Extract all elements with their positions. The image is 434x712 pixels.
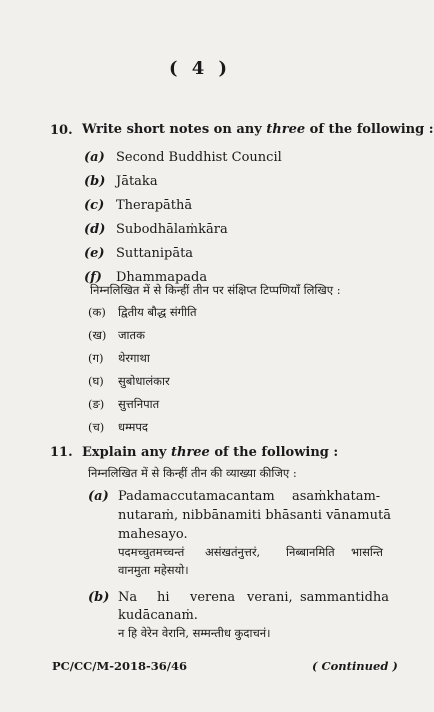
q10-option-text: Suttanipāta [116,246,194,261]
q10-hindi-option [88,305,197,320]
q10-option-text: Jātaka [116,174,158,189]
footer-continued: ( Continued ) [312,659,398,673]
q11a-line1-left: Padamaccutamacantam [118,489,275,504]
page-number: ( 4 ) [168,58,232,79]
q10-option-label: (e) [84,246,105,261]
q10-hindi-option-text: सुत्तनिपात [118,397,160,411]
q11b-word-2: hi [157,590,170,605]
question-10-hindi-instruction: निम्नलिखित में से किन्हीं तीन पर संक्षिप्त टिप्पणियाँ लिखिए : [90,283,341,297]
footer-code: PC/CC/M-2018-36/46 [52,659,187,673]
q11b-word-5: sammantidha [300,590,390,605]
q11b-word-3: verena [190,590,236,605]
q11a-line2: nutaraṁ, nibbānamiti bhāsanti vānamutā [118,508,391,523]
question-10-number: 10. [50,123,73,138]
q10-hindi-option-text: सुबोधालंकार [118,374,170,388]
q10-option-label: (d) [84,222,106,237]
q10-hindi-option [88,328,145,343]
q10-hindi-option [88,397,159,412]
q11a-hindi1-mid2: निब्बानमिति [286,545,335,559]
q10-hindi-option [88,420,148,435]
q10-option-text: Second Buddhist Council [116,150,282,165]
q10-hindi-option-text: थेरगाथा [118,351,150,365]
q10-option-label: (c) [84,198,105,213]
q10-hindi-option [88,374,170,389]
q11a-hindi1-left: पदमच्चुतमच्चन्तं [118,545,185,559]
q10-option-label: (a) [84,150,105,165]
q10-option [84,198,192,213]
q10-option-text: Subodhālaṁkāra [116,222,228,237]
q11b-hindi: न हि वेरेन वेरानि, सम्मन्तीध कुदाचनं। [118,626,271,640]
q11a-label: (a) [88,489,109,504]
q10-option [84,174,158,189]
q11b-line2: kudācanaṁ. [118,608,198,623]
q10-option-text: Dhammapada [116,270,208,285]
q10-hindi-option-text: द्वितीय बौद्ध संगीति [118,305,197,319]
q10-hindi-option-label: (घ) [88,374,104,388]
q11a-hindi1-right: भासन्ति [351,545,383,559]
q10-option [84,150,282,165]
q10-hindi-option-label: (ख) [88,328,107,342]
q11a-hindi1-mid: असंखतंनुत्तरं, [205,545,261,559]
q10-hindi-option-label: (ङ) [88,397,105,411]
question-11-text: Explain any three of the following : [82,445,339,460]
q10-option-text: Therapāthā [116,198,193,213]
q11a-hindi2: वानमुता महेसयो। [118,563,189,577]
q11b-word-1: Na [118,590,138,605]
q11a-line3: mahesayo. [118,527,188,542]
q10-option [84,222,228,237]
q10-hindi-option-text: जातक [118,328,145,342]
q10-option-label: (f) [84,270,102,285]
q11b-word-4: verani, [247,590,293,605]
q10-option-label: (b) [84,174,106,189]
q10-hindi-option-label: (क) [88,305,106,319]
q10-hindi-option-text: धम्मपद [118,420,149,434]
question-10-text: Write short notes on any three of the following : [82,122,434,137]
q10-hindi-option-label: (ग) [88,351,104,365]
q11a-line1-right: asaṁkhatam- [292,489,381,504]
q10-hindi-option [88,351,150,366]
question-11-hindi-instruction: निम्नलिखित में से किन्हीं तीन की व्याख्या कीजिए : [88,466,297,480]
q10-option [84,246,193,261]
question-11-number: 11. [50,445,73,460]
q11b-label: (b) [88,590,110,605]
q10-hindi-option-label: (च) [88,420,105,434]
